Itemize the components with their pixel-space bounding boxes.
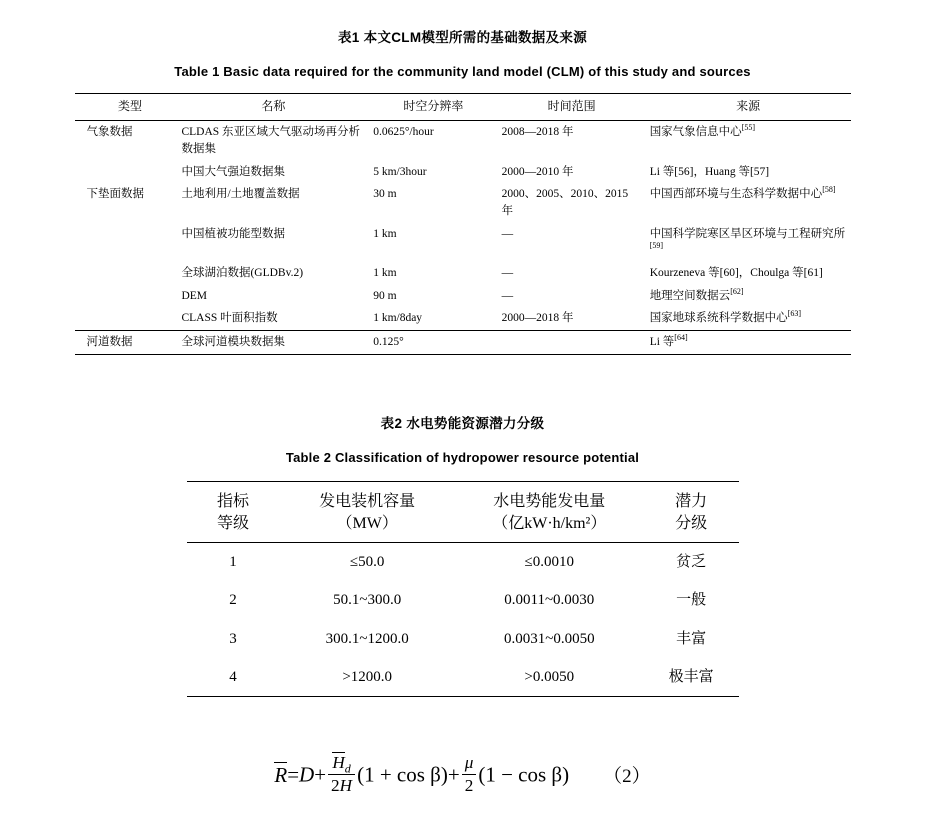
- cell-name: DEM: [181, 289, 208, 302]
- equation-2: [274, 752, 650, 796]
- cell-range: 2008—2018 年: [501, 126, 574, 139]
- cell-source-text: Li 等: [649, 336, 675, 349]
- cell-source-ref: [64]: [674, 333, 688, 343]
- table-row: [187, 620, 739, 658]
- table1-header-row: [75, 94, 851, 121]
- cell-range: 2000—2018 年: [501, 312, 574, 325]
- equation-equals: =: [287, 762, 300, 787]
- table1-caption-en: Table 1 Basic data required for the community land model (CLM) of this study and sources: [174, 64, 751, 79]
- table2-header-grade: [644, 482, 739, 543]
- cell-type: [75, 285, 178, 308]
- table1-caption-cn: 表1 本文CLM模型所需的基础数据及来源: [338, 30, 587, 45]
- cell-capacity: 300.1~1200.0: [325, 630, 409, 647]
- cell-resolution: 1 km: [373, 227, 397, 240]
- equation-fraction-1-denominator: [328, 775, 355, 796]
- equation-hd: H: [332, 753, 345, 772]
- table1-header-type: 类型: [117, 99, 142, 113]
- cell-source: [646, 223, 851, 262]
- cell-type: [75, 262, 178, 285]
- equation-term-1: (1 + cos β): [357, 762, 448, 787]
- table2-header: [187, 482, 739, 543]
- cell-range: 2000、2005、2010、2015 年: [501, 188, 629, 218]
- cell-resolution: 30 m: [373, 188, 397, 201]
- cell-level: 4: [229, 668, 237, 685]
- cell-potential: ≤0.0010: [524, 554, 575, 571]
- cell-capacity: 50.1~300.0: [333, 592, 402, 609]
- cell-type: [75, 307, 178, 330]
- table2-header-potential-line2: （亿kW·h/km²）: [492, 514, 607, 532]
- cell-name: CLASS 叶面积指数: [181, 312, 278, 325]
- cell-type: [75, 223, 178, 262]
- table2-header-level-line2: 等级: [216, 514, 249, 532]
- cell-level: 2: [229, 592, 237, 609]
- table1-header: [75, 94, 851, 121]
- cell-source-ref: [63]: [787, 309, 802, 319]
- cell-capacity: ≤50.0: [349, 554, 385, 571]
- table2-header-grade-line1: 潜力: [675, 493, 708, 510]
- equation-plus-2: +: [447, 762, 460, 787]
- cell-source-text: 国家气象信息中心: [649, 126, 742, 139]
- cell-source-text: 地理空间数据云: [649, 289, 731, 302]
- cell-range: —: [501, 289, 514, 302]
- cell-grade: 一般: [676, 592, 707, 609]
- cell-resolution: 1 km/8day: [373, 312, 423, 325]
- cell-range: [498, 331, 646, 355]
- table-row: [75, 331, 851, 355]
- equation-two: 2: [331, 776, 340, 795]
- table2-header-capacity-line1: 发电装机容量: [319, 493, 416, 510]
- table2-header-level: [187, 482, 280, 543]
- table1: [75, 93, 851, 355]
- table-row: [187, 658, 739, 697]
- table2-header-row: [187, 482, 739, 543]
- cell-potential: >0.0050: [524, 668, 575, 685]
- table-row: [75, 121, 851, 161]
- cell-source-text: Kourzeneva 等[60]，Choulga 等[61]: [649, 267, 823, 280]
- table1-header-resolution: 时空分辨率: [403, 99, 464, 113]
- table2-header-capacity: [279, 482, 454, 543]
- cell-resolution: 1 km: [373, 267, 397, 280]
- cell-source: [646, 285, 851, 308]
- cell-name: 全球湖泊数据(GLDBv.2): [181, 267, 304, 280]
- cell-name: 中国大气强迫数据集: [181, 165, 285, 178]
- cell-name: 土地利用/土地覆盖数据: [181, 188, 300, 201]
- table-row: [187, 543, 739, 582]
- cell-grade: 丰富: [676, 630, 707, 647]
- cell-range: 2000—2010 年: [501, 165, 574, 178]
- cell-source-text: 国家地球系统科学数据中心: [649, 312, 788, 325]
- cell-resolution: 0.0625°/hour: [373, 126, 434, 139]
- cell-source-ref: [59]: [649, 241, 664, 251]
- equation-number: （2）: [603, 765, 651, 787]
- cell-level: 3: [229, 630, 237, 647]
- cell-resolution: 5 km/3hour: [373, 165, 427, 178]
- cell-level: 1: [229, 554, 237, 571]
- cell-source: [646, 262, 851, 285]
- table-row: [75, 223, 851, 262]
- cell-grade: 极丰富: [668, 668, 714, 685]
- table-row: [75, 161, 851, 184]
- cell-name: 中国植被功能型数据: [181, 227, 285, 240]
- cell-range: —: [501, 267, 514, 280]
- table-row: [75, 183, 851, 222]
- cell-source-text: 中国西部环境与生态科学数据中心: [649, 188, 823, 201]
- equation-fraction-1-numerator: [328, 752, 355, 775]
- table2-block: [0, 412, 925, 697]
- table2-caption-cn: 表2 水电势能资源潜力分级: [380, 416, 545, 431]
- table-row: [75, 285, 851, 308]
- table2-header-level-line1: 指标: [216, 493, 249, 510]
- cell-source: [646, 331, 851, 355]
- table1-header-name: 名称: [261, 99, 286, 113]
- cell-range: —: [501, 227, 514, 240]
- equation-fraction-1: [328, 752, 355, 796]
- table2-body: [187, 543, 739, 697]
- cell-source-ref: [62]: [730, 286, 744, 296]
- table2-header-capacity-line2: （MW）: [336, 514, 398, 532]
- cell-type: [75, 161, 178, 184]
- cell-type: 下垫面数据: [86, 188, 144, 201]
- table1-header-source: 来源: [736, 99, 761, 113]
- cell-name: CLDAS 东亚区域大气驱动场再分析数据集: [181, 126, 361, 156]
- table1-header-range: 时间范围: [547, 99, 596, 113]
- cell-source-text: Li 等[56]，Huang 等[57]: [649, 165, 770, 178]
- cell-resolution: 0.125°: [373, 336, 404, 349]
- equation-plus-1: +: [314, 762, 327, 787]
- equation-fraction-2: [462, 753, 477, 796]
- equation-hd-sub: d: [344, 761, 351, 776]
- cell-source: [646, 183, 851, 222]
- equation-lhs: R: [274, 762, 288, 787]
- table2-caption-en: Table 2 Classification of hydropower resource potential: [285, 450, 640, 465]
- table2-header-potential: [455, 482, 644, 543]
- equation-fraction-2-denominator: 2: [464, 776, 474, 795]
- cell-type: 河道数据: [86, 336, 133, 349]
- equation-term-2: (1 − cos β): [478, 762, 570, 787]
- cell-type: 气象数据: [86, 126, 133, 139]
- cell-potential: 0.0011~0.0030: [504, 592, 595, 609]
- cell-name: 全球河道模块数据集: [181, 336, 285, 349]
- cell-potential: 0.0031~0.0050: [503, 630, 595, 647]
- cell-source: [646, 307, 851, 330]
- cell-source-ref: [58]: [822, 185, 836, 195]
- cell-source: [646, 121, 851, 161]
- table2: [187, 481, 739, 697]
- table1-block: [0, 26, 925, 355]
- cell-grade: 贫乏: [676, 554, 707, 571]
- table-row: [187, 581, 739, 619]
- equation-term-d: D: [299, 762, 315, 787]
- table1-body: [75, 121, 851, 354]
- table-row: [75, 307, 851, 330]
- table2-header-potential-line1: 水电势能发电量: [493, 493, 606, 510]
- cell-source-ref: [55]: [741, 123, 756, 133]
- cell-source: [646, 161, 851, 184]
- cell-resolution: 90 m: [373, 289, 397, 302]
- cell-source-text: 中国科学院寒区旱区环境与工程研究所: [649, 227, 846, 240]
- equation-h: H: [339, 776, 353, 795]
- table2-header-grade-line2: 分级: [675, 514, 708, 532]
- equation-block: [0, 752, 925, 796]
- table-row: [75, 262, 851, 285]
- equation-fraction-2-numerator: μ: [462, 753, 477, 775]
- cell-capacity: >1200.0: [342, 668, 393, 685]
